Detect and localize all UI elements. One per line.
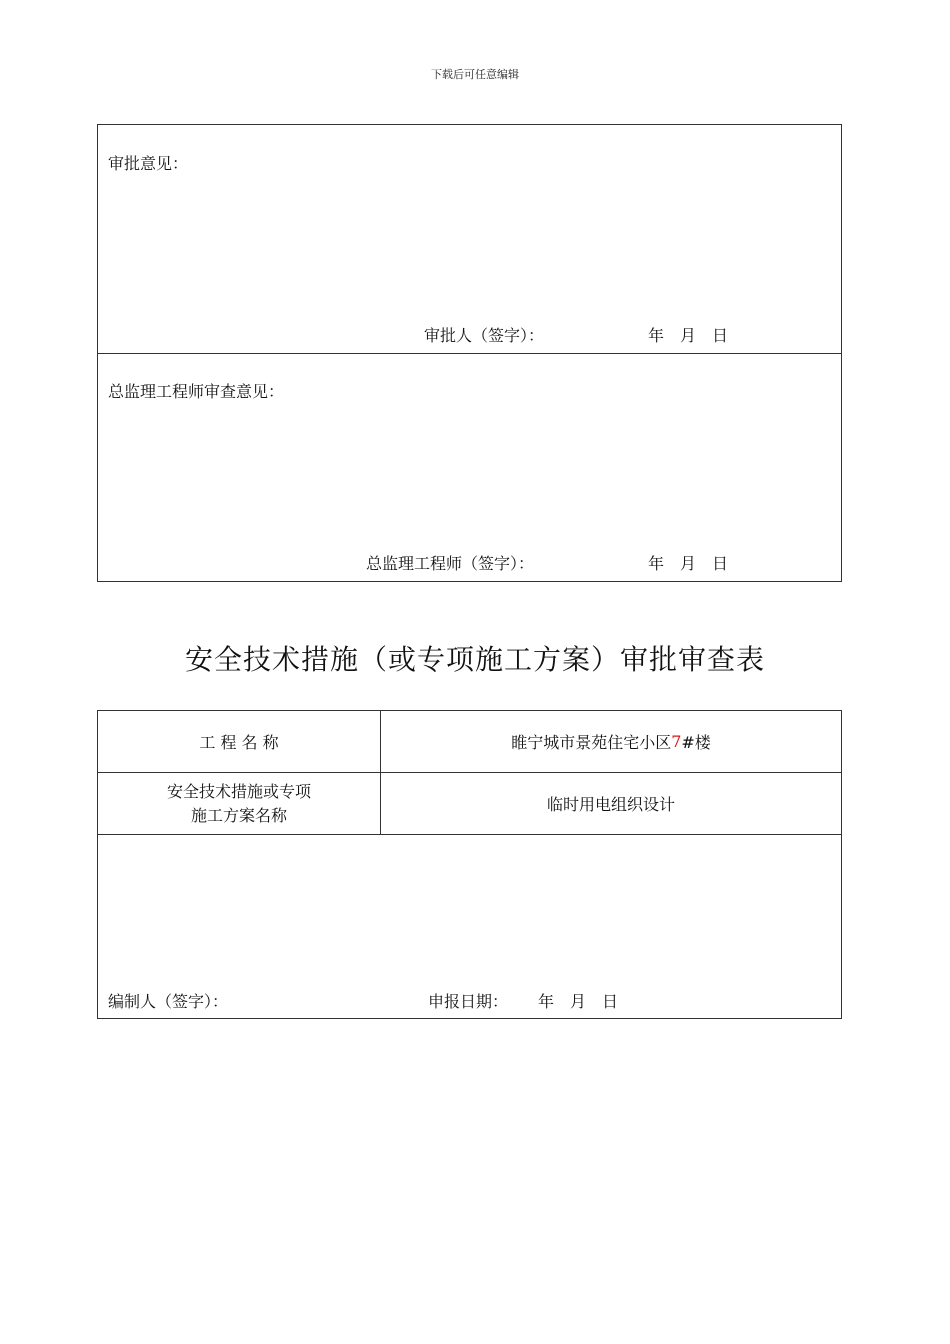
form-title: 安全技术措施（或专项施工方案）审批审查表 <box>184 643 765 676</box>
plan-name-label-line2: 施工方案名称 <box>190 805 287 825</box>
project-name-prefix: 睢宁城市景苑住宅小区 <box>511 733 672 752</box>
approval-date-label: 年 月 日 <box>648 326 729 345</box>
plan-name-value: 临时用电组织设计 <box>546 795 675 814</box>
project-name-suffix: #楼 <box>681 733 711 752</box>
report-date-value: 年 月 日 <box>538 992 619 1011</box>
chief-engineer-signer-label: 总监理工程师（签字）： <box>366 554 535 573</box>
plan-name-label-line1: 安全技术措施或专项 <box>166 781 311 801</box>
preparer-label: 编制人（签字）： <box>108 992 229 1011</box>
report-date-label: 申报日期： <box>428 992 509 1011</box>
approval-opinion-label: 审批意见： <box>108 154 189 173</box>
header-note: 下载后可任意编辑 <box>431 68 519 81</box>
application-table <box>97 710 842 1019</box>
plan-name-label <box>98 773 380 834</box>
approval-signer-label: 审批人（签字）： <box>424 326 545 345</box>
project-building-number: 7 <box>671 732 682 751</box>
chief-engineer-date-label: 年 月 日 <box>648 554 729 573</box>
section-divider <box>98 353 841 354</box>
project-name-value <box>381 711 841 772</box>
review-box <box>97 124 842 582</box>
row-divider <box>98 834 841 835</box>
chief-engineer-opinion-label: 总监理工程师审查意见： <box>108 382 285 401</box>
project-name-label: 工 程 名 称 <box>199 733 279 752</box>
